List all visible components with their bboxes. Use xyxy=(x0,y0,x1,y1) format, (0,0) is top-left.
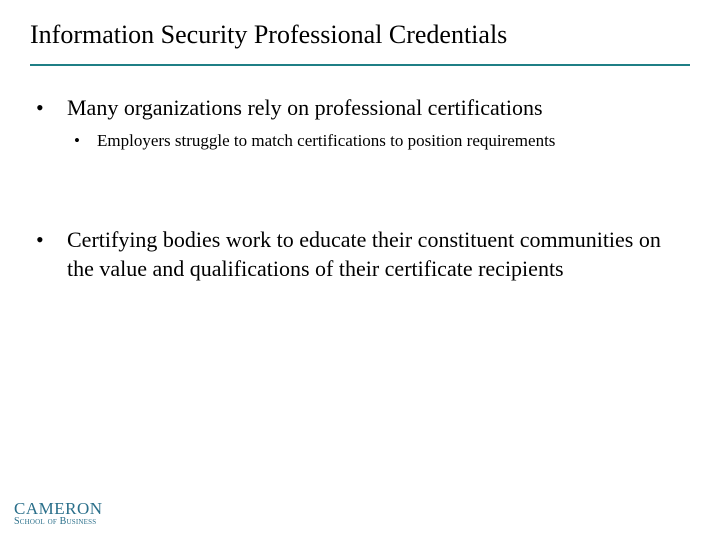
bullet-text: Certifying bodies work to educate their constituent communities on the value and qualifications of their certificate recipients xyxy=(67,227,661,281)
sub-bullet-item xyxy=(74,130,694,152)
logo-name: CAMERON xyxy=(14,499,103,518)
bullet-text: Many organizations rely on professional certifications xyxy=(67,95,543,120)
slide-title: Information Security Professional Credentials xyxy=(30,20,508,49)
sub-bullet-text: Employers struggle to match certifications to position requirements xyxy=(97,131,556,150)
bullet-marker: • xyxy=(36,227,44,252)
logo-subtitle: School of Business xyxy=(14,516,97,527)
bullet-item xyxy=(36,95,686,121)
bullet-marker: • xyxy=(36,95,44,120)
bullet-item xyxy=(36,225,686,283)
title-divider xyxy=(30,64,690,66)
sub-bullet-marker: • xyxy=(74,131,80,150)
cameron-logo xyxy=(14,500,103,527)
